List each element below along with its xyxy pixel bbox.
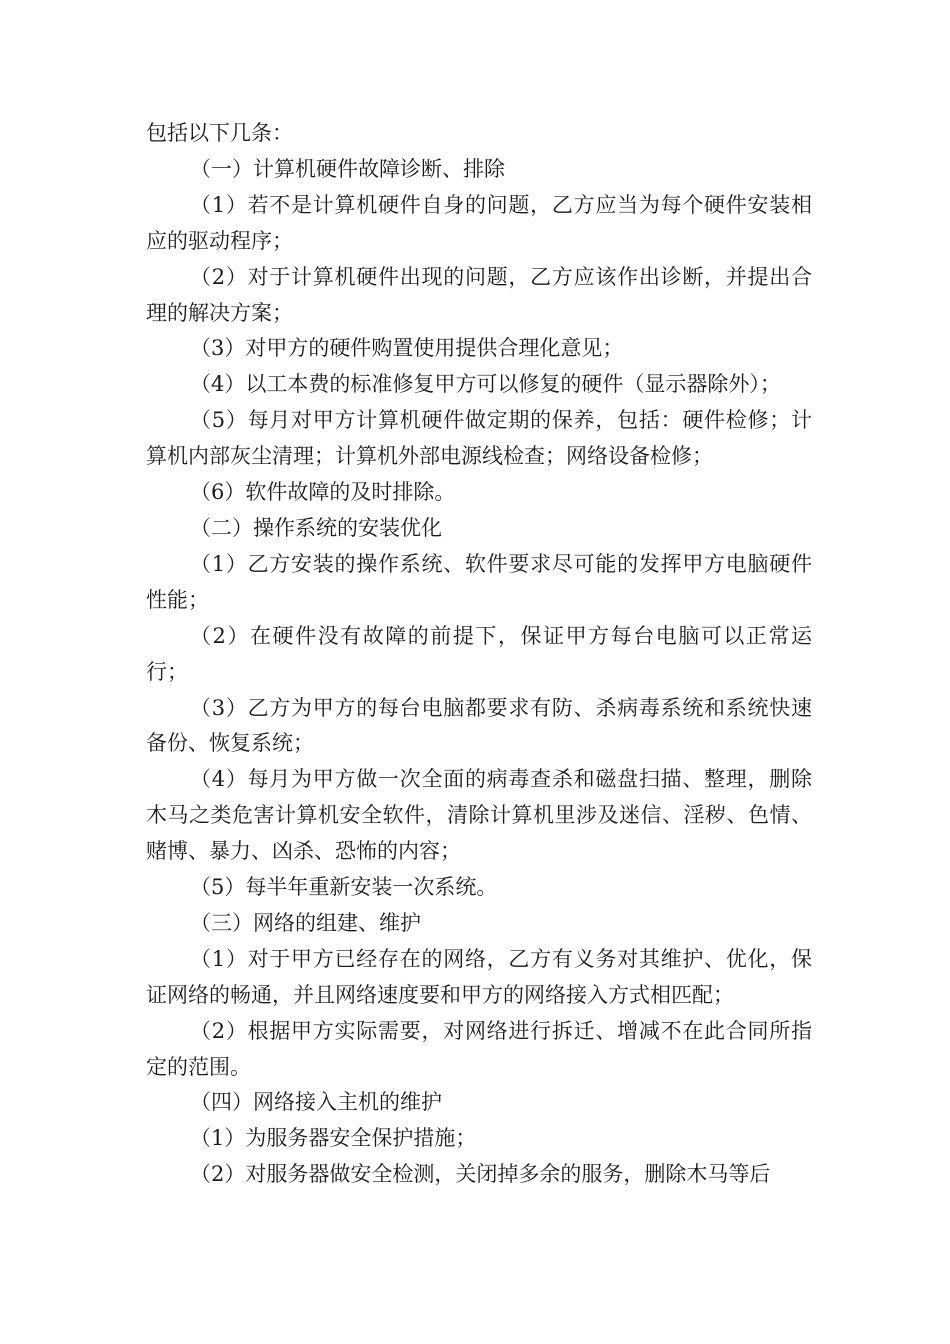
- list-item-host-1: （1）为服务器安全保护措施；: [190, 1126, 477, 1151]
- list-item-hardware-6: （6）软件故障的及时排除。: [190, 480, 456, 505]
- list-item-os-2: （2）在硬件没有故障的前提下，保证甲方每台电脑可以正常运行；: [146, 623, 812, 684]
- paragraph-intro: 包括以下几条：: [146, 121, 293, 145]
- list-item-hardware-5: （5）每月对甲方计算机硬件做定期的保养，包括：硬件检修；计算机内部灰尘清理；计算机外部电源线检查；网络设备检修；: [146, 408, 812, 469]
- list-item-os-4: （4）每月为甲方做一次全面的病毒查杀和磁盘扫描、整理，删除木马之类危害计算机安全软件，清除计算机里涉及迷信、淫秽、色情、赌博、暴力、凶杀、恐怖的内容；: [146, 767, 812, 864]
- list-item-host-2: （2）对服务器做安全检测，关闭掉多余的服务，删除木马等后: [190, 1162, 771, 1187]
- list-item-hardware-4: （4）以工本费的标准修复甲方可以修复的硬件（显示器除外）；: [190, 372, 781, 397]
- list-item-hardware-1: （1）若不是计算机硬件自身的问题，乙方应当为每个硬件安装相应的驱动程序；: [146, 192, 812, 253]
- list-item-os-1: （1）乙方安装的操作系统、软件要求尽可能的发挥甲方电脑硬件性能；: [146, 551, 812, 612]
- section-heading-host: （四）网络接入主机的维护: [190, 1090, 442, 1115]
- section-heading-os: （二）操作系统的安装优化: [190, 515, 442, 540]
- list-item-hardware-2: （2）对于计算机硬件出现的问题，乙方应该作出诊断，并提出合理的解决方案；: [146, 264, 812, 325]
- section-heading-hardware: （一）计算机硬件故障诊断、排除: [190, 156, 505, 181]
- list-item-network-1: （1）对于甲方已经存在的网络，乙方有义务对其维护、优化，保证网络的畅通，并且网络速度要和甲方的网络接入方式相匹配；: [146, 946, 812, 1007]
- list-item-network-2: （2）根据甲方实际需要，对网络进行拆迁、增减不在此合同所指定的范围。: [146, 1018, 812, 1079]
- list-item-os-5: （5）每半年重新安装一次系统。: [190, 875, 498, 900]
- document-body: [146, 116, 812, 1193]
- list-item-hardware-3: （3）对甲方的硬件购置使用提供合理化意见；: [190, 336, 624, 361]
- section-heading-network: （三）网络的组建、维护: [190, 910, 421, 935]
- list-item-os-3: （3）乙方为甲方的每台电脑都要求有防、杀病毒系统和系统快速备份、恢复系统；: [146, 695, 812, 756]
